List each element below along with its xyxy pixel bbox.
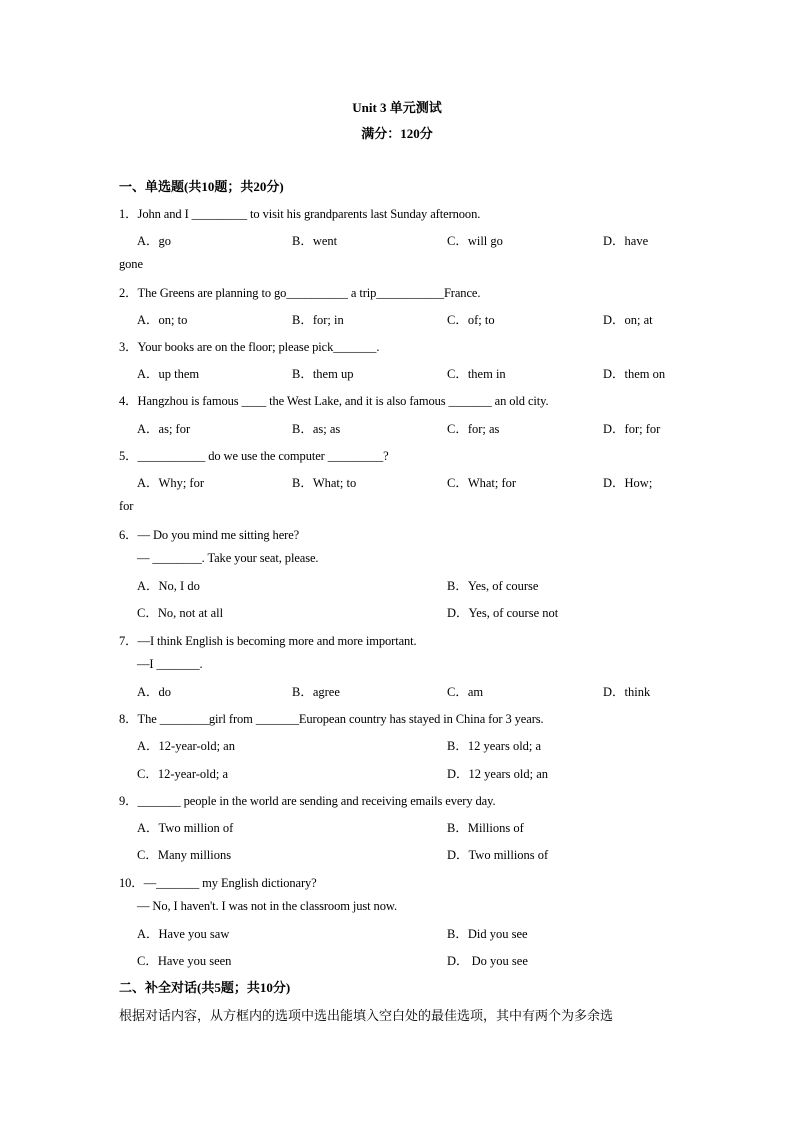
- question-stem: 8．The ________girl from _______European country has stayed in China for 3 years.: [119, 712, 544, 726]
- option-b: B．for; in: [292, 313, 344, 327]
- option-b: B．Yes, of course: [447, 579, 539, 593]
- option-a: A．on; to: [137, 313, 188, 327]
- option-d: D．How;: [603, 476, 653, 490]
- question-dialogue-line: — ________. Take your seat, please.: [137, 551, 319, 565]
- question-stem: 2．The Greens are planning to go__________ a trip___________France.: [119, 286, 481, 300]
- option-c: C．12-year-old; a: [137, 767, 229, 781]
- option-b: B．Did you see: [447, 927, 528, 941]
- question-stem: 1．John and I _________ to visit his grandparents last Sunday afternoon.: [119, 207, 481, 221]
- question-stem: 10．—_______ my English dictionary?: [119, 876, 317, 890]
- option-b: B．them up: [292, 367, 354, 381]
- option-b: B．What; to: [292, 476, 357, 490]
- option-b: B．as; as: [292, 422, 341, 436]
- question-stem: 9．_______ people in the world are sending and receiving emails every day.: [119, 794, 496, 808]
- section-heading-single-choice: 一、单选题(共10题；共20分): [119, 179, 284, 194]
- option-c: C．Have you seen: [137, 954, 232, 968]
- option-c: C．will go: [447, 234, 503, 248]
- option-d: D．think: [603, 685, 651, 699]
- option-c: C．them in: [447, 367, 506, 381]
- option-c: C．for; as: [447, 422, 500, 436]
- option-d: D．Two millions of: [447, 848, 549, 862]
- option-c: C．No, not at all: [137, 606, 224, 620]
- option-c: C．What; for: [447, 476, 517, 490]
- option-c: C．of; to: [447, 313, 495, 327]
- page-score: 满分：120分: [361, 126, 433, 141]
- option-d: D．have: [603, 234, 649, 248]
- option-wrap-text: gone: [119, 257, 143, 271]
- option-a: A．as; for: [137, 422, 191, 436]
- option-b: B．Millions of: [447, 821, 524, 835]
- option-d: D．Yes, of course not: [447, 606, 559, 620]
- question-stem: 7．—I think English is becoming more and more important.: [119, 634, 417, 648]
- question-stem: 4．Hangzhou is famous ____ the West Lake, and it is also famous _______ an old city.: [119, 394, 549, 408]
- option-a: A．Two million of: [137, 821, 234, 835]
- option-a: A．Have you saw: [137, 927, 230, 941]
- option-b: B．12 years old; a: [447, 739, 542, 753]
- section-instruction: 根据对话内容，从方框内的选项中选出能填入空白处的最佳选项，其中有两个为多余选: [119, 1009, 614, 1024]
- question-stem: 3．Your books are on the floor; please pick_______.: [119, 340, 380, 354]
- option-d: D．on; at: [603, 313, 653, 327]
- page-title: Unit 3 单元测试: [352, 100, 442, 115]
- option-a: A．Why; for: [137, 476, 204, 490]
- option-b: B．agree: [292, 685, 340, 699]
- option-d: D． Do you see: [447, 954, 528, 968]
- option-a: A．do: [137, 685, 172, 699]
- option-a: A．up them: [137, 367, 200, 381]
- option-a: A．12-year-old; an: [137, 739, 235, 753]
- option-d: D．12 years old; an: [447, 767, 549, 781]
- question-stem: 5．___________ do we use the computer _________?: [119, 449, 389, 463]
- option-b: B．went: [292, 234, 338, 248]
- option-d: D．them on: [603, 367, 666, 381]
- option-d: D．for; for: [603, 422, 661, 436]
- section-heading-dialogue: 二、补全对话(共5题；共10分): [119, 980, 291, 995]
- option-a: A．go: [137, 234, 172, 248]
- option-wrap-text: for: [119, 499, 134, 513]
- question-dialogue-line: —I _______.: [137, 657, 203, 671]
- question-dialogue-line: — No, I haven't. I was not in the classroom just now.: [137, 899, 397, 913]
- question-stem: 6．— Do you mind me sitting here?: [119, 528, 300, 542]
- option-c: C．am: [447, 685, 484, 699]
- option-a: A．No, I do: [137, 579, 200, 593]
- option-c: C．Many millions: [137, 848, 232, 862]
